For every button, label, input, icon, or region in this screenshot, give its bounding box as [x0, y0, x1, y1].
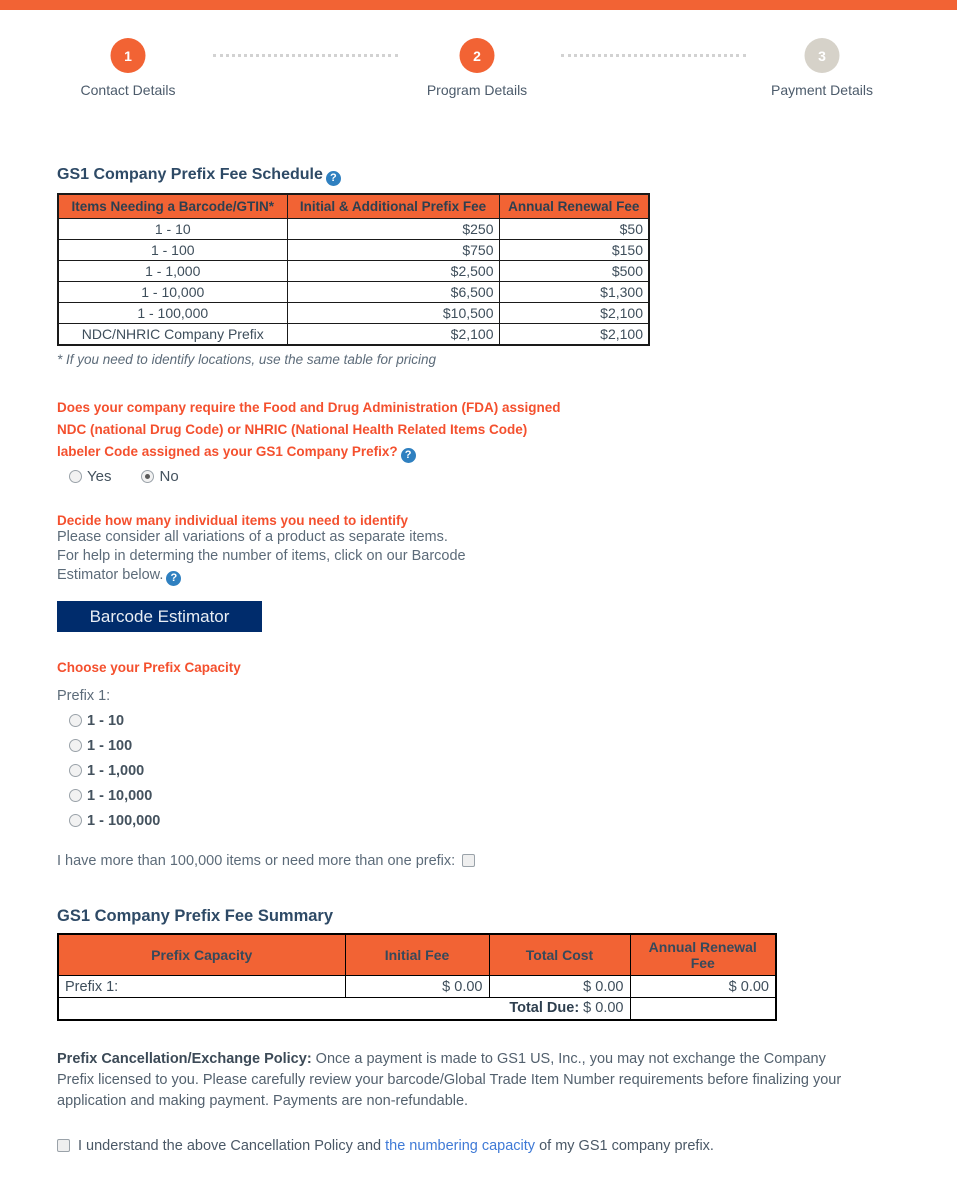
- table-row: [58, 324, 649, 346]
- cell-total-cost: $ 0.00: [489, 976, 630, 998]
- step-number: 1: [124, 47, 132, 64]
- help-icon[interactable]: ?: [166, 571, 181, 586]
- summary-header-row: [58, 934, 776, 976]
- policy-bold-label: Prefix Cancellation/Exchange Policy:: [57, 1050, 312, 1067]
- cell-annual-renewal-fee: $ 0.00: [630, 976, 776, 998]
- step-label-program-details: Program Details: [426, 82, 528, 98]
- cell-initial-fee: $10,500: [287, 303, 499, 324]
- barcode-estimator-button[interactable]: Barcode Estimator: [57, 601, 262, 632]
- radio-button-unselected[interactable]: [69, 714, 82, 727]
- step-circle-contact-details: [111, 38, 146, 73]
- radio-button-unselected[interactable]: [69, 789, 82, 802]
- step-circle-program-details: [460, 38, 495, 73]
- cancellation-policy-paragraph: [57, 1049, 847, 1112]
- fda-radio-yes[interactable]: [69, 468, 111, 485]
- table-row: [58, 303, 649, 324]
- progress-stepper: [0, 10, 957, 106]
- main-content: [0, 166, 957, 1184]
- column-header-initial-fee: Initial & Additional Prefix Fee: [287, 194, 499, 219]
- cell-renewal-fee: $1,300: [499, 282, 649, 303]
- capacity-radio-group: [69, 713, 957, 829]
- prefix-capacity-section: [57, 660, 957, 829]
- cell-initial-fee: $6,500: [287, 282, 499, 303]
- cell-renewal-fee: $500: [499, 261, 649, 282]
- fee-schedule-title: [57, 166, 957, 186]
- cell-items: 1 - 100: [58, 240, 287, 261]
- step-label-payment-details: Payment Details: [771, 82, 873, 98]
- items-help-line: [57, 566, 957, 586]
- capacity-option-label: 1 - 10: [87, 713, 125, 729]
- capacity-option-label: 1 - 100: [87, 738, 133, 754]
- help-icon[interactable]: ?: [401, 448, 416, 463]
- step-number: 3: [818, 47, 826, 64]
- acknowledgement-text-after: of my GS1 company prefix.: [535, 1137, 714, 1154]
- capacity-option-1-10[interactable]: [69, 713, 957, 729]
- total-due-value: $ 0.00: [579, 1000, 624, 1017]
- step-connector-dotted: [213, 54, 398, 57]
- table-header-row: [58, 194, 649, 219]
- cell-items: 1 - 10,000: [58, 282, 287, 303]
- capacity-option-label: 1 - 100,000: [87, 813, 161, 829]
- capacity-option-1-10000[interactable]: [69, 788, 957, 804]
- column-header-annual-renewal-fee: Annual Renewal Fee: [630, 934, 776, 976]
- fda-question-line-text: labeler Code assigned as your GS1 Company Prefix?: [57, 444, 398, 459]
- items-count-section: [57, 513, 957, 632]
- more-than-100000-label: I have more than 100,000 items or need more than one prefix:: [57, 853, 456, 869]
- table-row: [58, 282, 649, 303]
- fee-summary-title: GS1 Company Prefix Fee Summary: [57, 907, 334, 925]
- items-help-line: Please consider all variations of a product as separate items.: [57, 529, 448, 545]
- table-row: [58, 219, 649, 240]
- capacity-option-1-1000[interactable]: [69, 763, 957, 779]
- acknowledgement-row: [57, 1138, 957, 1154]
- cell-items: 1 - 1,000: [58, 261, 287, 282]
- fee-summary-table: [57, 933, 777, 1021]
- more-than-100000-checkbox[interactable]: [462, 854, 475, 867]
- more-than-100000-row: [57, 853, 957, 869]
- cell-renewal-fee: $2,100: [499, 324, 649, 346]
- fee-schedule-title-text: GS1 Company Prefix Fee Schedule: [57, 166, 323, 183]
- column-header-total-cost: Total Cost: [489, 934, 630, 976]
- cell-initial-fee: $2,500: [287, 261, 499, 282]
- capacity-option-label: 1 - 10,000: [87, 788, 153, 804]
- step-connector-dotted: [561, 54, 746, 57]
- step-circle-payment-details: [805, 38, 840, 73]
- capacity-option-label: 1 - 1,000: [87, 763, 145, 779]
- fda-question-line: Does your company require the Food and Drug Administration (FDA) assigned: [57, 400, 561, 415]
- radio-button-unselected[interactable]: [69, 470, 82, 483]
- cell-renewal-fee: $50: [499, 219, 649, 240]
- step-label-contact-details: Contact Details: [80, 82, 176, 98]
- cell-items: 1 - 10: [58, 219, 287, 240]
- acknowledgement-text-before: I understand the above Cancellation Policy and: [78, 1137, 386, 1154]
- cell-renewal-fee: $150: [499, 240, 649, 261]
- cell-renewal-fee: $2,100: [499, 303, 649, 324]
- fee-schedule-table: [57, 193, 650, 346]
- cell-items: NDC/NHRIC Company Prefix: [58, 324, 287, 346]
- fda-question-section: [57, 397, 957, 485]
- column-header-renewal-fee: Annual Renewal Fee: [499, 194, 649, 219]
- fda-question-line: NDC (national Drug Code) or NHRIC (National Health Related Items Code): [57, 422, 528, 437]
- fda-radio-yes-label: Yes: [87, 468, 112, 485]
- column-header-initial-fee: Initial Fee: [345, 934, 489, 976]
- capacity-heading: Choose your Prefix Capacity: [57, 660, 241, 675]
- top-accent-bar: [0, 0, 957, 10]
- radio-button-unselected[interactable]: [69, 764, 82, 777]
- step-number: 2: [473, 47, 481, 64]
- cell-initial-fee: $2,100: [287, 324, 499, 346]
- fda-radio-no-label: No: [159, 468, 179, 485]
- fda-question-line: [57, 441, 957, 463]
- capacity-option-1-100[interactable]: [69, 738, 957, 754]
- fda-radio-no[interactable]: [141, 468, 178, 485]
- cell-initial-fee: $250: [287, 219, 499, 240]
- column-header-prefix-capacity: Prefix Capacity: [58, 934, 345, 976]
- total-due-label: Total Due:: [509, 1000, 580, 1017]
- summary-row-prefix-1: [58, 976, 776, 998]
- items-help-line: For help in determing the number of items, click on our Barcode: [57, 548, 466, 564]
- cell-initial-fee: $750: [287, 240, 499, 261]
- pricing-footnote: * If you need to identify locations, use the same table for pricing: [57, 352, 436, 367]
- cell-prefix-label: Prefix 1:: [58, 976, 345, 998]
- policy-text: Once a payment is made to GS1 US, Inc., you may not exchange the Company Prefix licensed to you. Please carefully review your barcode/Global Trade Item Number requirements before finalizing your application and making payment. Payments are non-refundable.: [57, 1050, 842, 1109]
- prefix-1-label: Prefix 1:: [57, 688, 111, 704]
- numbering-capacity-link[interactable]: the numbering capacity: [385, 1137, 536, 1154]
- fda-radio-group: [69, 468, 957, 485]
- table-row: [58, 261, 649, 282]
- summary-total-row: [58, 998, 776, 1020]
- column-header-items: Items Needing a Barcode/GTIN*: [58, 194, 287, 219]
- cell-initial-fee: $ 0.00: [345, 976, 489, 998]
- radio-button-selected[interactable]: [141, 470, 154, 483]
- capacity-option-1-100000[interactable]: [69, 813, 957, 829]
- items-section-heading: Decide how many individual items you need to identify: [57, 513, 409, 528]
- items-help-line-text: Estimator below.: [57, 567, 164, 583]
- acknowledgement-checkbox[interactable]: [57, 1139, 70, 1152]
- radio-button-unselected[interactable]: [69, 814, 82, 827]
- table-row: [58, 240, 649, 261]
- radio-button-unselected[interactable]: [69, 739, 82, 752]
- total-due-cell: [58, 998, 630, 1020]
- cell-items: 1 - 100,000: [58, 303, 287, 324]
- empty-cell: [630, 998, 776, 1020]
- help-icon[interactable]: ?: [326, 171, 341, 186]
